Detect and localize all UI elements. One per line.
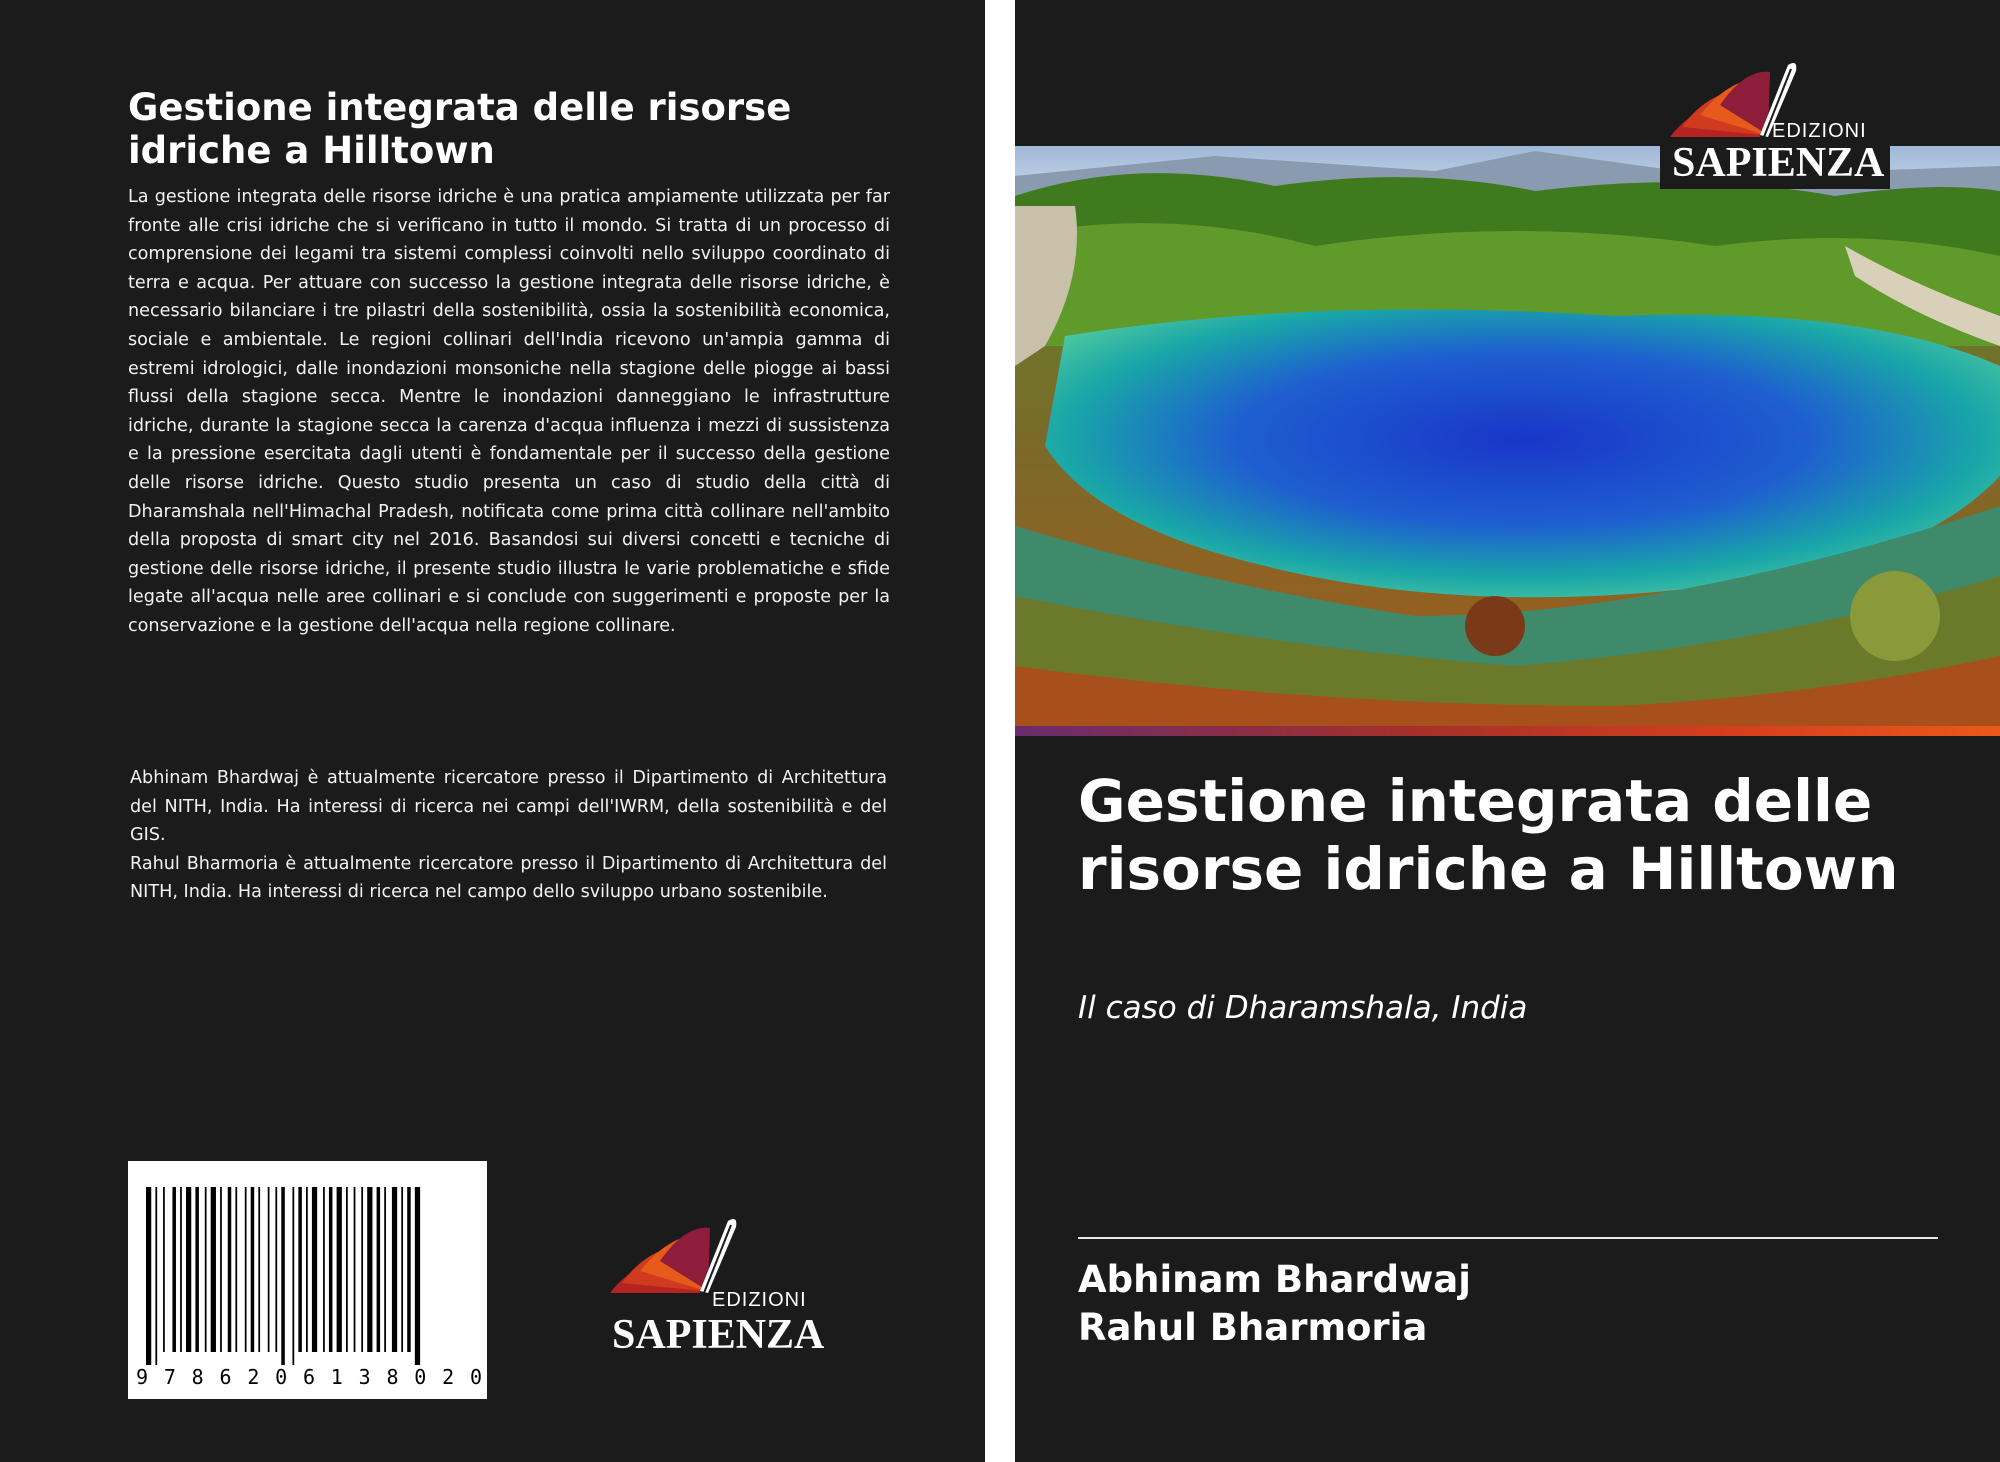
isbn-barcode (128, 1161, 487, 1399)
isbn-digit: 7 (163, 1365, 176, 1389)
cover-image (1015, 146, 2000, 730)
isbn-digit: 1 (330, 1365, 343, 1389)
publisher-imprint: EDIZIONI (712, 1289, 807, 1311)
isbn-digit: 6 (219, 1365, 232, 1389)
front-cover-subtitle: Il caso di Dharamshala, India (1078, 990, 1528, 1026)
author-name-2: Rahul Bharmoria (1078, 1306, 1428, 1349)
isbn-digit: 8 (386, 1365, 399, 1389)
author-bio-2: Rahul Bharmoria è attualmente ricercatore presso il Dipartimento di Architettura del NITH, India. Ha interessi di ricerca nel campo dello sviluppo urbano sostenibile. (130, 853, 887, 903)
author-bio-1: Abhinam Bhardwaj è attualmente ricercatore presso il Dipartimento di Architettura del NITH, India. Ha interessi di ricerca nei campi dell'IWRM, della sostenibilità e del GIS. (130, 768, 887, 846)
back-cover-title: Gestione integrata delle risorse idriche a Hilltown (128, 86, 792, 172)
author-name-1: Abhinam Bhardwaj (1078, 1258, 1471, 1301)
color-stripe (1015, 726, 2000, 736)
isbn-digit: 0 (469, 1365, 482, 1389)
lake-landscape-icon (1015, 146, 2000, 730)
isbn-digit: 3 (358, 1365, 371, 1389)
publisher-name: SAPIENZA (1672, 140, 1885, 186)
isbn-digit: 0 (414, 1365, 427, 1389)
publisher-name: SAPIENZA (612, 1312, 825, 1358)
isbn-digit: 0 (275, 1365, 288, 1389)
publisher-logo-front (1660, 52, 1890, 189)
front-cover-title: Gestione integrata delle risorse idriche a Hilltown (1078, 767, 1899, 903)
isbn-number (136, 1365, 482, 1389)
author-bios (130, 764, 887, 907)
isbn-digit: 6 (302, 1365, 316, 1389)
divider (1078, 1237, 1938, 1239)
isbn-digit: 8 (191, 1365, 204, 1389)
barcode-bars-icon (128, 1161, 487, 1371)
publisher-logo-back (600, 1213, 830, 1358)
back-cover-description: La gestione integrata delle risorse idriche è una pratica ampiamente utilizzata per far fronte alle crisi idriche che si verificano in tutto il mondo. Si tratta di un processo di comprensione dei legami tra sistemi complessi coinvolti nello sviluppo coordinato di terra e acqua. Per attuare con successo la gestione integrata delle risorse idriche, è necessario bilanciare i tre pilastri della sostenibilità, ossia la sostenibilità economica, sociale e ambientale. Le regioni collinari dell'India ricevono un'ampia gamma di estremi idrologici, dalle inondazioni monsoniche nella stagione delle piogge ai bassi flussi della stagione secca. Mentre le inondazioni danneggiano le infrastrutture idriche, durante la stagione secca la carenza d'acqua influenza i mezzi di sussistenza e la pressione esercitata dagli utenti è fondamentale per il successo della gestione delle risorse idriche. Questo studio presenta un caso di studio della città di Dharamshala nell'Himachal Pradesh, notificata come prima città collinare nell'ambito della proposta di smart city nel 2016. Basandosi sui diversi concetti e tecniche di gestione delle risorse idriche, il presente studio illustra le varie problematiche e sfide legate all'acqua nelle aree collinari e si conclude con suggerimenti e proposte per la conservazione e la gestione dell'acqua nella regione collinare. (128, 187, 890, 636)
isbn-digit: 2 (247, 1365, 260, 1389)
publisher-imprint: EDIZIONI (1772, 120, 1867, 142)
isbn-digit: 2 (442, 1365, 455, 1389)
isbn-digit: 9 (136, 1365, 149, 1389)
